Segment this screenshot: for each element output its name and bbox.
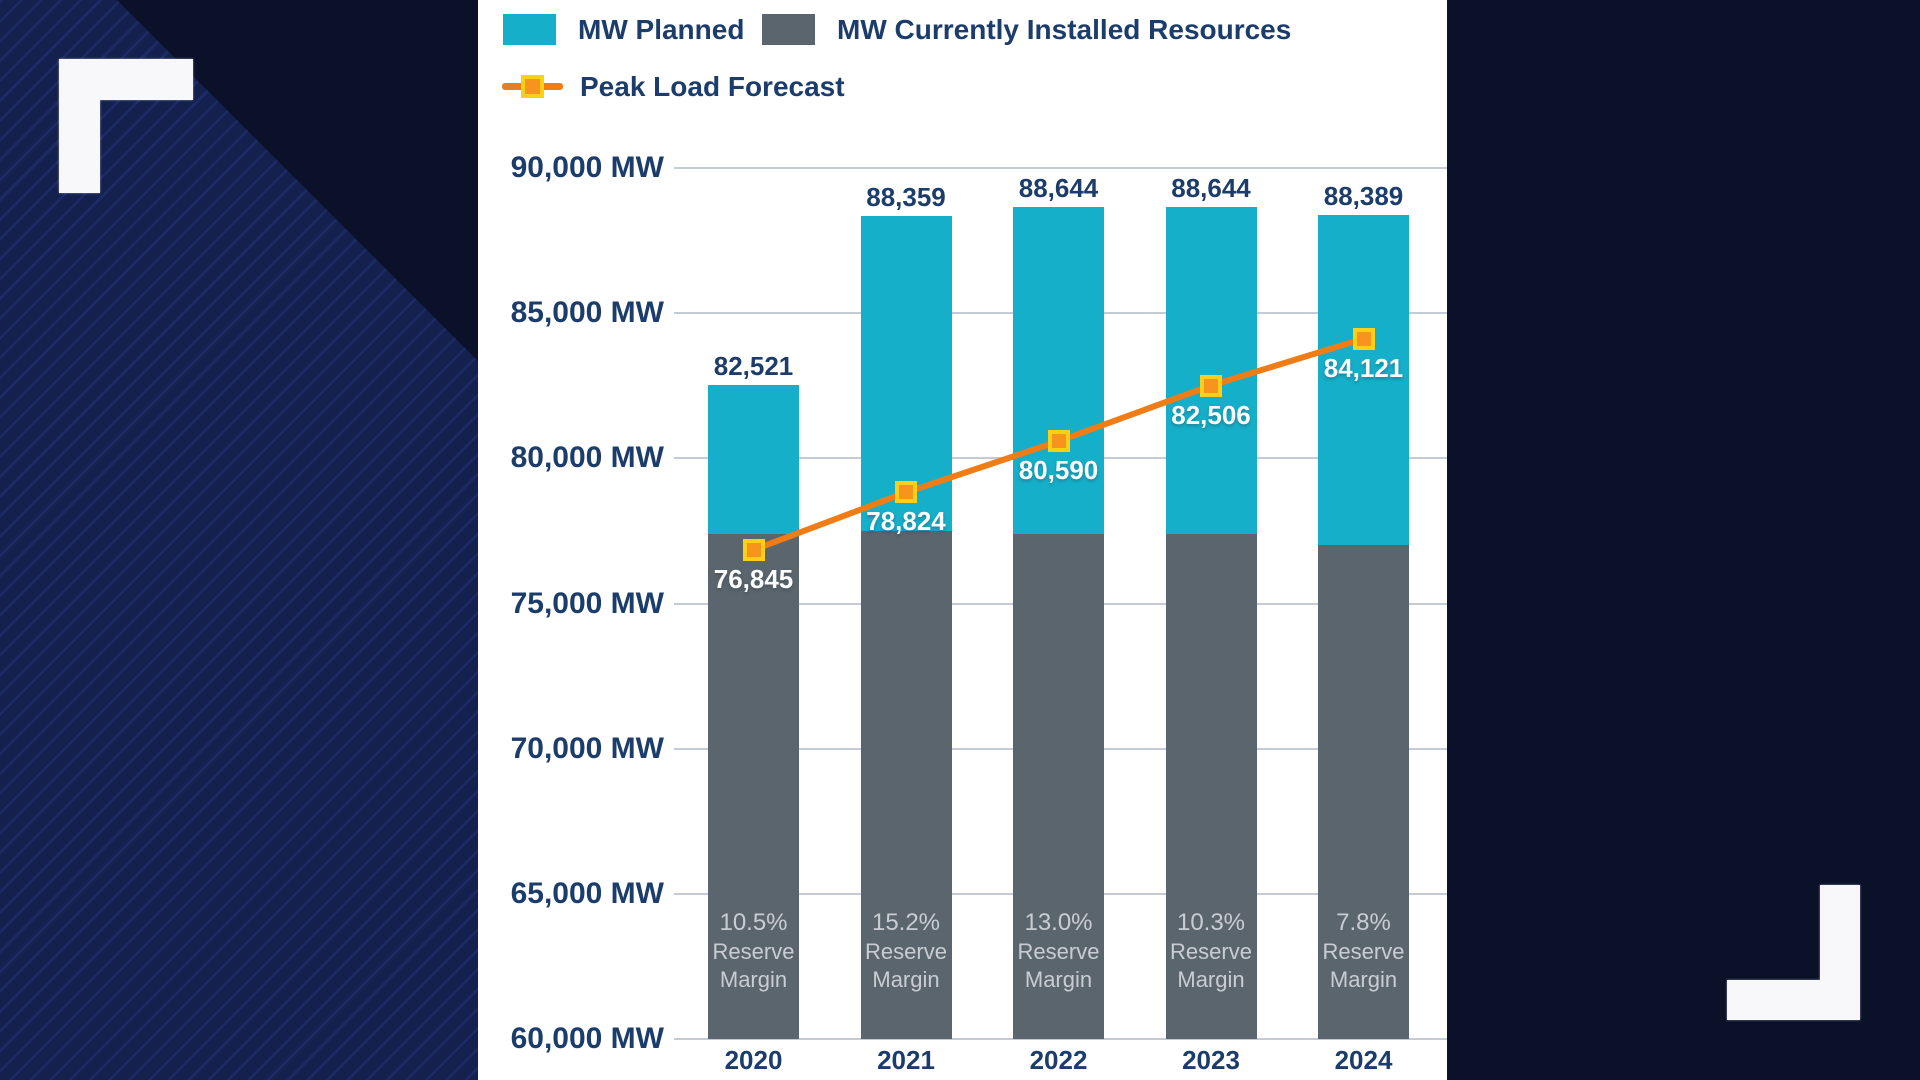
y-tick-label-60000: 60,000 MW (510, 1022, 664, 1055)
bar-total-label-2023: 88,644 (1171, 173, 1251, 204)
legend-swatch-mw-planned (503, 14, 556, 45)
reserve-margin-label-2021 (821, 908, 991, 994)
legend-label-mw-planned: MW Planned (578, 14, 745, 45)
reserve-margin-pct: 10.5% (719, 909, 788, 936)
legend-marker-square-icon (521, 75, 544, 98)
reserve-margin-label-2020 (669, 908, 839, 994)
reserve-margin-label-2024 (1279, 908, 1449, 994)
peak-marker-2021 (895, 481, 917, 503)
reserve-margin-word: Reserve (1017, 939, 1100, 964)
reserve-margin-pct: 10.3% (1176, 909, 1246, 936)
peak-value-label-2021: 78,824 (866, 506, 946, 537)
y-tick-label-70000: 70,000 MW (510, 731, 664, 765)
reserve-margin-word: Reserve (1170, 939, 1252, 964)
bar-total-label-2020: 82,521 (713, 351, 794, 382)
x-axis-label-2021: 2021 (877, 1045, 935, 1075)
reserve-margin-pct: 13.0% (1024, 909, 1093, 936)
bar-total-label-2024: 88,389 (1323, 180, 1404, 211)
corner-bracket-bottom-right (1727, 885, 1860, 1020)
peak-value-label-2024: 84,121 (1323, 352, 1404, 383)
peak-marker-2020 (743, 539, 765, 561)
reserve-margin-word: Margin (1177, 967, 1245, 992)
reserve-margin-pct: 7.8% (1336, 909, 1391, 936)
reserve-margin-label-2023 (1126, 908, 1296, 994)
chart-area (478, 0, 1447, 1080)
peak-marker-2022 (1048, 430, 1070, 452)
x-axis-label-2022: 2022 (1029, 1045, 1088, 1075)
peak-value-label-2023: 82,506 (1171, 399, 1251, 430)
peak-marker-2024 (1353, 328, 1375, 350)
bar-total-label-2021: 88,359 (866, 181, 946, 212)
x-axis-label-2020: 2020 (724, 1045, 783, 1075)
reserve-margin-word: Margin (872, 967, 940, 992)
bar-2020-planned (708, 385, 799, 534)
peak-value-label-2022: 80,590 (1018, 455, 1099, 486)
reserve-margin-word: Margin (1024, 967, 1093, 992)
y-tick-label-65000: 65,000 MW (510, 876, 664, 910)
reserve-margin-pct: 15.2% (871, 909, 941, 936)
x-axis-label-2024: 2024 (1334, 1045, 1393, 1075)
peak-marker-2023 (1200, 375, 1222, 397)
y-tick-label-75000: 75,000 MW (510, 586, 664, 620)
reserve-margin-word: Margin (1329, 967, 1398, 992)
corner-bracket-top-left (59, 59, 193, 193)
reserve-margin-word: Reserve (712, 939, 795, 964)
reserve-margin-word: Margin (719, 967, 788, 992)
y-tick-label-80000: 80,000 MW (510, 441, 664, 475)
bar-2023-planned (1166, 207, 1257, 533)
reserve-margin-word: Reserve (865, 939, 947, 964)
peak-value-label-2020: 76,845 (713, 563, 794, 594)
legend-line-marker-icon (502, 83, 563, 90)
x-axis-label-2023: 2023 (1182, 1045, 1240, 1075)
reserve-margin-label-2022 (974, 908, 1144, 994)
y-tick-label-90000: 90,000 MW (510, 151, 664, 184)
gridline-90000 (674, 167, 1447, 169)
reserve-margin-word: Reserve (1322, 939, 1405, 964)
legend-label-peak-load: Peak Load Forecast (580, 71, 845, 102)
y-tick-label-85000: 85,000 MW (510, 296, 664, 330)
bar-total-label-2022: 88,644 (1018, 173, 1099, 204)
legend-swatch-mw-installed (762, 14, 815, 45)
legend-label-mw-installed: MW Currently Installed Resources (837, 14, 1292, 45)
